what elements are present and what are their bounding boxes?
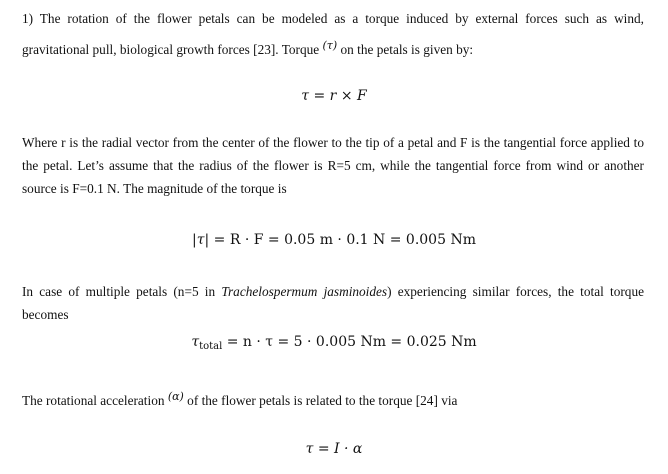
- equation-total-torque: [0, 334, 668, 352]
- equation-torque-magnitude: [0, 232, 668, 248]
- eq2-tau: τ: [196, 232, 205, 248]
- eq3-rest: = n · τ = 5 · 0.005 Nm = 0.025 Nm: [226, 334, 477, 350]
- equation-torque-cross-product: [0, 88, 668, 104]
- paragraph-1-line-1: 1) The rotation of the flower petals can be modeled as a torque induced by external forces such as wind,: [22, 11, 644, 26]
- eq3-tau: τ: [191, 334, 200, 350]
- paragraph-2-line-3: source is F=0.1 N. The magnitude of the torque is: [22, 181, 287, 196]
- paragraph-2-line-1: Where r is the radial vector from the center of the flower to the tip of a petal and F is the tangential force applied to: [22, 135, 644, 150]
- paragraph-3-line-1: [22, 284, 644, 300]
- eq2-abs-close: |: [204, 232, 210, 248]
- eq4-text: τ = I · α: [305, 441, 363, 457]
- paragraph-2-line-2: the petal. Let’s assume that the radius of the flower is R=5 cm, while the tangential force from wind or another: [22, 158, 644, 173]
- eq2-rest: = R · F = 0.05 m · 0.1 N = 0.005 Nm: [213, 232, 476, 248]
- paragraph-3-line-2: becomes: [22, 307, 69, 322]
- paragraph-1-text-a: gravitational pull, biological growth forces [23]. Torque: [22, 42, 320, 57]
- alpha-symbol: (α): [167, 390, 184, 403]
- eq1-equals: =: [313, 88, 326, 104]
- eq3-subscript: total: [199, 341, 223, 352]
- eq1-f: F: [357, 88, 367, 104]
- species-name: Trachelospermum jasminoides: [221, 284, 388, 299]
- eq1-r: r: [329, 88, 337, 104]
- paragraph-4: [22, 389, 644, 409]
- paragraph-4-text-a: The rotational acceleration: [22, 393, 165, 408]
- paragraph-3-text-a: In case of multiple petals (n=5 in: [22, 284, 216, 299]
- paragraph-1-text-b: on the petals is given by:: [340, 42, 474, 57]
- eq1-times: ×: [340, 88, 353, 104]
- eq1-tau: τ: [301, 88, 310, 104]
- eq2-abs-open: |: [192, 232, 197, 248]
- paragraph-4-text-b: of the flower petals is related to the torque [24] via: [187, 393, 458, 408]
- paragraph-1-line-2: [22, 38, 644, 58]
- equation-torque-inertia: [0, 441, 668, 457]
- paragraph-3-text-b: ) experiencing similar forces, the total torque: [387, 284, 644, 299]
- torque-symbol: (τ): [322, 39, 338, 52]
